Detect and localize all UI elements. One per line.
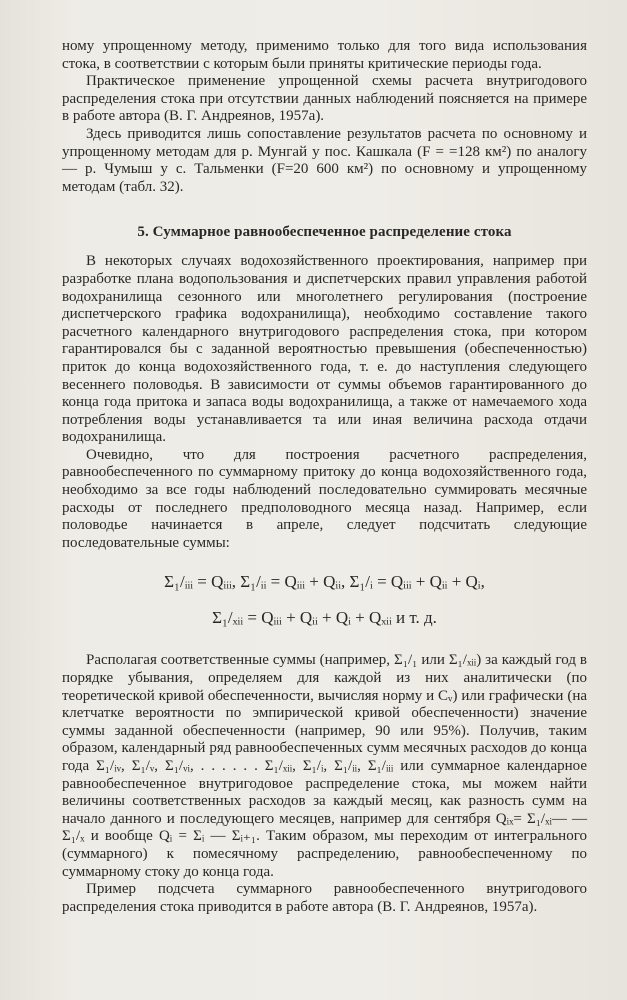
paragraph-continuation: ному упрощенному методу, применимо только для того вида использования стока, в соответствии с которым были приняты критические периоды года. xyxy=(62,38,587,72)
paragraph-comparison: Здесь приводится лишь сопоставление результатов расчета по основному и упрощенному методам для р. Мунгай у пос. Кашкала (F = =128 км²) по аналогу — р. Чумыш у с. Тальменки (F=20 600 км²) по основному и упрощенному методам (табл. 32). xyxy=(62,125,587,195)
paragraph-practical-application: Практическое применение упрощенной схемы расчета внутригодового распределения стока при отсутствии данных наблюдений поясняется на примере в работе автора (В. Г. Андреянов, 1957а). xyxy=(62,73,587,125)
paragraph-water-management: В некоторых случаях водохозяйственного проектирования, например при разработке плана водопользования и диспетчерских правил управления работой водохранилища сезонного или многолетнего регулирования (построение диспетчерского графика водохранилища), необходимо составление такого расчетного календарного внутригодового распределения стока, при котором гарантировался бы с заданной вероятностью превышения (обеспеченностью) приток до конца водохозяйственного года, т. е. до наступления следующего весеннего половодья. В зависимости от суммы объемов гарантированного до конца года притока и запаса воды водохранилища, а также от намечаемого хода потребления воды устанавливается та или иная величина расхода отдачи водохранилища. xyxy=(62,253,587,446)
paragraph-ordering: Располагая соответственные суммы (например, Σ₁/₁ или Σ₁/ₓᵢᵢ) за каждый год в порядке убывания, определяем для каждой из них аналитически (по теоретической кривой обеспеченности, вычисляя норму и Cᵥ) или графически (на клетчатке вероятности по эмпирической кривой обеспеченности) значение суммы заданной обеспеченности (например, 90 или 95%). Получив, таким образом, календарный ряд равнообеспеченных сумм месячных расходов до конца года Σ₁/ᵢᵥ, Σ₁/ᵥ, Σ₁/ᵥᵢ, . . . . . . Σ₁/ₓᵢᵢ, Σ₁/ᵢ, Σ₁/ᵢᵢ, Σ₁/ᵢᵢᵢ или суммарное календарное равнообеспеченное внутригодовое распределение стока, мы можем найти величины соответственных расходов за каждый месяц, как разность сумм на начало данного и последующего месяцев, например для сентября Qᵢₓ= Σ₁/ₓᵢ— — Σ₁/ₓ и вообще Qᵢ = Σᵢ — Σᵢ₊₁. Таким образом, мы переходим от интегрального (суммарного) к помесячному распределению, равнообеспеченному по суммарному стоку до конца года. xyxy=(62,652,587,880)
paragraph-construction: Очевидно, что для построения расчетного распределения, равнообеспеченного по суммарному притоку до конца водохозяйственного года, необходимо за все годы наблюдений последовательно суммировать месячные расходы от последнего предполоводного месяца назад. Например, если половодье начинается в апреле, следует подсчитать следующие последовательные суммы: xyxy=(62,446,587,551)
formula-sums-line-2: Σ₁/ₓᵢᵢ = Qᵢᵢᵢ + Qᵢᵢ + Qᵢ + Qₓᵢᵢ и т. д. xyxy=(212,608,437,628)
section-heading: 5. Суммарное равнообеспеченное распределение стока xyxy=(137,224,512,241)
formula-sums-line-1: Σ₁/ᵢᵢᵢ = Qᵢᵢᵢ, Σ₁/ᵢᵢ = Qᵢᵢᵢ + Qᵢᵢ, Σ₁/ᵢ = Qᵢᵢᵢ + Qᵢᵢ + Qᵢ, xyxy=(164,572,485,592)
paragraph-example: Пример подсчета суммарного равнообеспеченного внутригодового распределения стока приводится в работе автора (В. Г. Андреянов, 1957а). xyxy=(62,881,587,915)
